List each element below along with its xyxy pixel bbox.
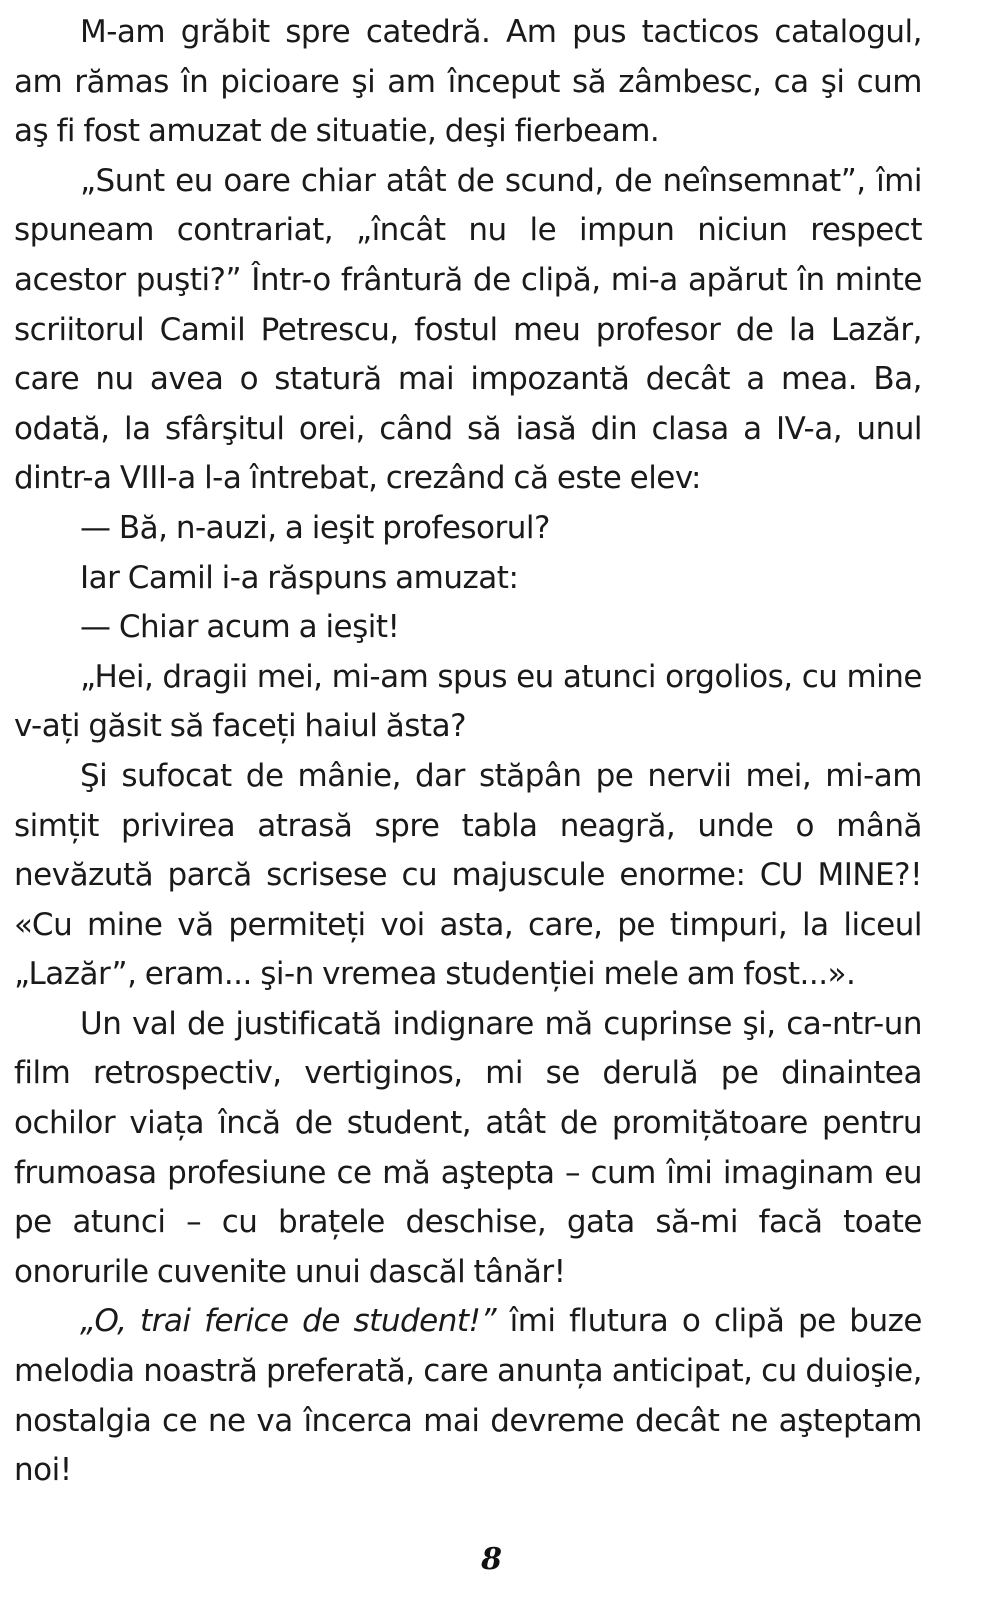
page-number: 8 <box>481 1542 502 1577</box>
paragraph: Şi sufocat de mânie, dar stăpân pe nervii mei, mi-am simțit privirea atrasă spre tabla neagră, unde o mână nevăzută parcă scrisese cu majuscule enorme: CU MINE?! «Cu mine vă permiteți voi asta, care, pe timpuri, la liceul „Lazăr”, eram... şi-n vremea studenției mele am fost...». <box>14 757 922 993</box>
paragraph: „Hei, dragii mei, mi-am spus eu atunci orgolios, cu mine v-ați găsit să faceți haiul ăsta? <box>14 658 922 745</box>
paragraph: „Sunt eu oare chiar atât de scund, de neînsemnat”, îmi spuneam contrariat, „încât nu le impun niciun respect acestor puşti?” Într-o frântură de clipă, mi-a apărut în minte scriitorul Camil Petrescu, fostul meu profesor de la Lazăr, care nu avea o statură mai impozantă decât a mea. Ba, odată, la sfârşitul orei, când să iasă din clasa a IV-a, unul dintr-a VIII-a l-a întrebat, crezând că este elev: <box>14 162 922 497</box>
page-body <box>14 8 922 1496</box>
paragraph-final <box>14 1297 922 1495</box>
paragraph-text: îmi flutura o clipă pe buze melodia noastră preferată, care anunța anticipat, cu duioşie, nostalgia ce ne va încerca mai devreme decât ne aşteptam noi! <box>14 1303 922 1489</box>
paragraph: Un val de justificată indignare mă cuprinse şi, ca-ntr-un film retrospectiv, vertiginos, mi se derulă pe dinaintea ochilor viața încă de student, atât de promițătoare pentru frumoasa profesiune ce mă aştepta – cum îmi imaginam eu pe atunci – cu brațele deschise, gata să-mi facă toate onorurile cuvenite unui dascăl tânăr! <box>14 1005 922 1290</box>
paragraph: Iar Camil i-a răspuns amuzat: <box>80 559 519 596</box>
paragraph: M-am grăbit spre catedră. Am pus tacticos catalogul, am rămas în picioare şi am început să zâmbesc, ca şi cum aş fi fost amuzat de situatie, deşi fierbeam. <box>14 14 922 150</box>
dialogue-line: — Bă, n-auzi, a ieşit profesorul? <box>80 509 550 546</box>
song-quote: „O, trai ferice de student!” <box>80 1303 496 1340</box>
dialogue-line: — Chiar acum a ieşit! <box>80 609 400 646</box>
